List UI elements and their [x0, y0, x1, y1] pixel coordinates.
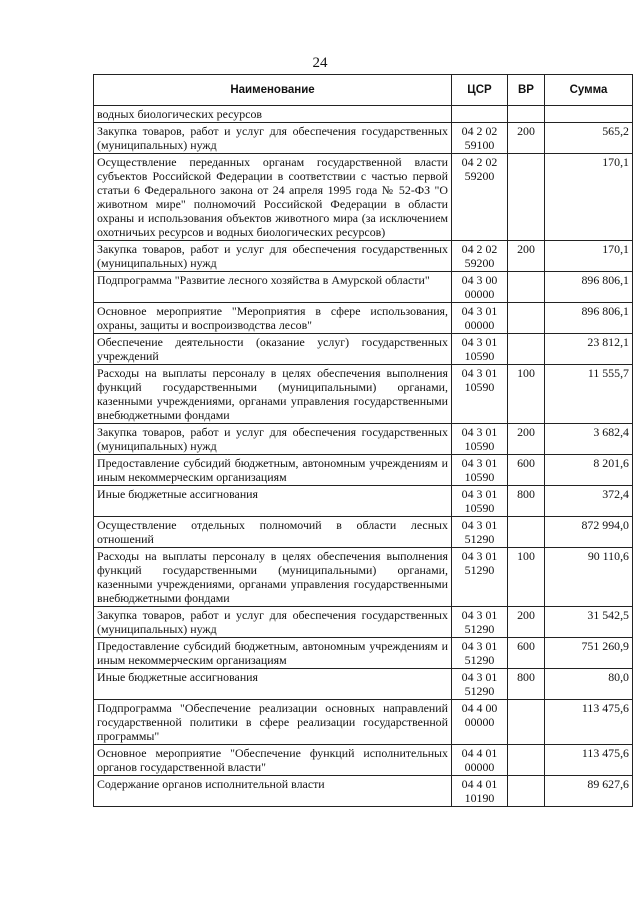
cell-sum	[545, 106, 633, 123]
cell-csr: 04 3 01 51290	[452, 548, 508, 607]
cell-csr: 04 3 01 10590	[452, 486, 508, 517]
cell-vr	[508, 745, 545, 776]
table-row	[94, 365, 633, 424]
cell-vr: 200	[508, 123, 545, 154]
cell-name: Осуществление переданных органам государственной власти субъектов Российской Федерации в соответствии с частью первой статьи 6 Федерального закона от 24 апреля 1995 года № 52-ФЗ "О животном мире" полномочий Российской Федерации в области охраны и использования объектов животного мира (за исключением охотничьих ресурсов и водных биологических ресурсов)	[94, 154, 452, 241]
cell-csr: 04 4 00 00000	[452, 700, 508, 745]
cell-name: Осуществление отдельных полномочий в области лесных отношений	[94, 517, 452, 548]
cell-sum: 170,1	[545, 154, 633, 241]
cell-name: Подпрограмма "Развитие лесного хозяйства в Амурской области"	[94, 272, 452, 303]
table-body	[94, 106, 633, 807]
table-row	[94, 424, 633, 455]
cell-vr: 800	[508, 486, 545, 517]
table-row	[94, 486, 633, 517]
cell-name: Предоставление субсидий бюджетным, автономным учреждениям и иным некоммерческим организациям	[94, 455, 452, 486]
cell-sum: 8 201,6	[545, 455, 633, 486]
cell-name: Иные бюджетные ассигнования	[94, 669, 452, 700]
cell-name: Закупка товаров, работ и услуг для обеспечения государственных (муниципальных) нужд	[94, 241, 452, 272]
cell-vr	[508, 700, 545, 745]
cell-name: водных биологических ресурсов	[94, 106, 452, 123]
cell-vr: 200	[508, 241, 545, 272]
cell-sum: 751 260,9	[545, 638, 633, 669]
table-row	[94, 745, 633, 776]
cell-csr: 04 3 00 00000	[452, 272, 508, 303]
cell-sum: 896 806,1	[545, 272, 633, 303]
cell-vr: 600	[508, 455, 545, 486]
cell-vr: 800	[508, 669, 545, 700]
cell-csr: 04 3 01 10590	[452, 365, 508, 424]
cell-name: Обеспечение деятельности (оказание услуг) государственных учреждений	[94, 334, 452, 365]
cell-vr	[508, 272, 545, 303]
header-vr: ВР	[508, 75, 545, 106]
table-row	[94, 455, 633, 486]
cell-csr: 04 3 01 51290	[452, 517, 508, 548]
cell-sum: 31 542,5	[545, 607, 633, 638]
cell-sum: 11 555,7	[545, 365, 633, 424]
cell-vr	[508, 154, 545, 241]
cell-name: Содержание органов исполнительной власти	[94, 776, 452, 807]
cell-csr: 04 2 02 59200	[452, 154, 508, 241]
table-row	[94, 607, 633, 638]
table-row	[94, 776, 633, 807]
cell-vr: 200	[508, 424, 545, 455]
cell-sum: 872 994,0	[545, 517, 633, 548]
table-row	[94, 241, 633, 272]
cell-sum: 89 627,6	[545, 776, 633, 807]
cell-sum: 80,0	[545, 669, 633, 700]
cell-vr: 200	[508, 607, 545, 638]
table-row	[94, 638, 633, 669]
cell-vr	[508, 776, 545, 807]
table-row	[94, 669, 633, 700]
header-csr: ЦСР	[452, 75, 508, 106]
cell-vr	[508, 517, 545, 548]
cell-vr	[508, 334, 545, 365]
cell-sum: 90 110,6	[545, 548, 633, 607]
table-row	[94, 123, 633, 154]
cell-name: Закупка товаров, работ и услуг для обеспечения государственных (муниципальных) нужд	[94, 607, 452, 638]
table-row	[94, 106, 633, 123]
page-number: 24	[312, 55, 328, 71]
cell-csr: 04 3 01 10590	[452, 334, 508, 365]
cell-name: Закупка товаров, работ и услуг для обеспечения государственных (муниципальных) нужд	[94, 123, 452, 154]
table-row	[94, 303, 633, 334]
cell-vr: 100	[508, 548, 545, 607]
cell-name: Основное мероприятие "Обеспечение функций исполнительных органов государственной власти"	[94, 745, 452, 776]
cell-csr: 04 3 01 00000	[452, 303, 508, 334]
cell-csr	[452, 106, 508, 123]
cell-name: Расходы на выплаты персоналу в целях обеспечения выполнения функций государственными (муниципальными) органами, казенными учреждениями, органами управления государственными внебюджетными фондами	[94, 548, 452, 607]
cell-sum: 170,1	[545, 241, 633, 272]
cell-name: Основное мероприятие "Мероприятия в сфере использования, охраны, защиты и воспроизводства лесов"	[94, 303, 452, 334]
cell-csr: 04 3 01 51290	[452, 669, 508, 700]
cell-csr: 04 4 01 00000	[452, 745, 508, 776]
cell-sum: 565,2	[545, 123, 633, 154]
cell-sum: 113 475,6	[545, 745, 633, 776]
cell-csr: 04 3 01 51290	[452, 638, 508, 669]
header-name: Наименование	[94, 75, 452, 106]
cell-vr: 100	[508, 365, 545, 424]
cell-sum: 896 806,1	[545, 303, 633, 334]
cell-csr: 04 3 01 10590	[452, 455, 508, 486]
cell-sum: 372,4	[545, 486, 633, 517]
table-row	[94, 334, 633, 365]
table-row	[94, 700, 633, 745]
cell-csr: 04 3 01 51290	[452, 607, 508, 638]
cell-vr	[508, 106, 545, 123]
cell-name: Закупка товаров, работ и услуг для обеспечения государственных (муниципальных) нужд	[94, 424, 452, 455]
table-row	[94, 548, 633, 607]
cell-name: Иные бюджетные ассигнования	[94, 486, 452, 517]
cell-name: Подпрограмма "Обеспечение реализации основных направлений государственной политики в сфере реализации государственной программы"	[94, 700, 452, 745]
cell-vr: 600	[508, 638, 545, 669]
cell-sum: 23 812,1	[545, 334, 633, 365]
table-row	[94, 154, 633, 241]
cell-csr: 04 4 01 10190	[452, 776, 508, 807]
cell-name: Расходы на выплаты персоналу в целях обеспечения выполнения функций государственными (муниципальными) органами, казенными учреждениями, органами управления государственными внебюджетными фондами	[94, 365, 452, 424]
cell-csr: 04 2 02 59100	[452, 123, 508, 154]
budget-table	[93, 74, 633, 807]
cell-csr: 04 3 01 10590	[452, 424, 508, 455]
cell-csr: 04 2 02 59200	[452, 241, 508, 272]
cell-sum: 3 682,4	[545, 424, 633, 455]
table-header-row	[94, 75, 633, 106]
cell-name: Предоставление субсидий бюджетным, автономным учреждениям и иным некоммерческим организациям	[94, 638, 452, 669]
cell-vr	[508, 303, 545, 334]
table-row	[94, 517, 633, 548]
table-row	[94, 272, 633, 303]
header-sum: Сумма	[545, 75, 633, 106]
cell-sum: 113 475,6	[545, 700, 633, 745]
